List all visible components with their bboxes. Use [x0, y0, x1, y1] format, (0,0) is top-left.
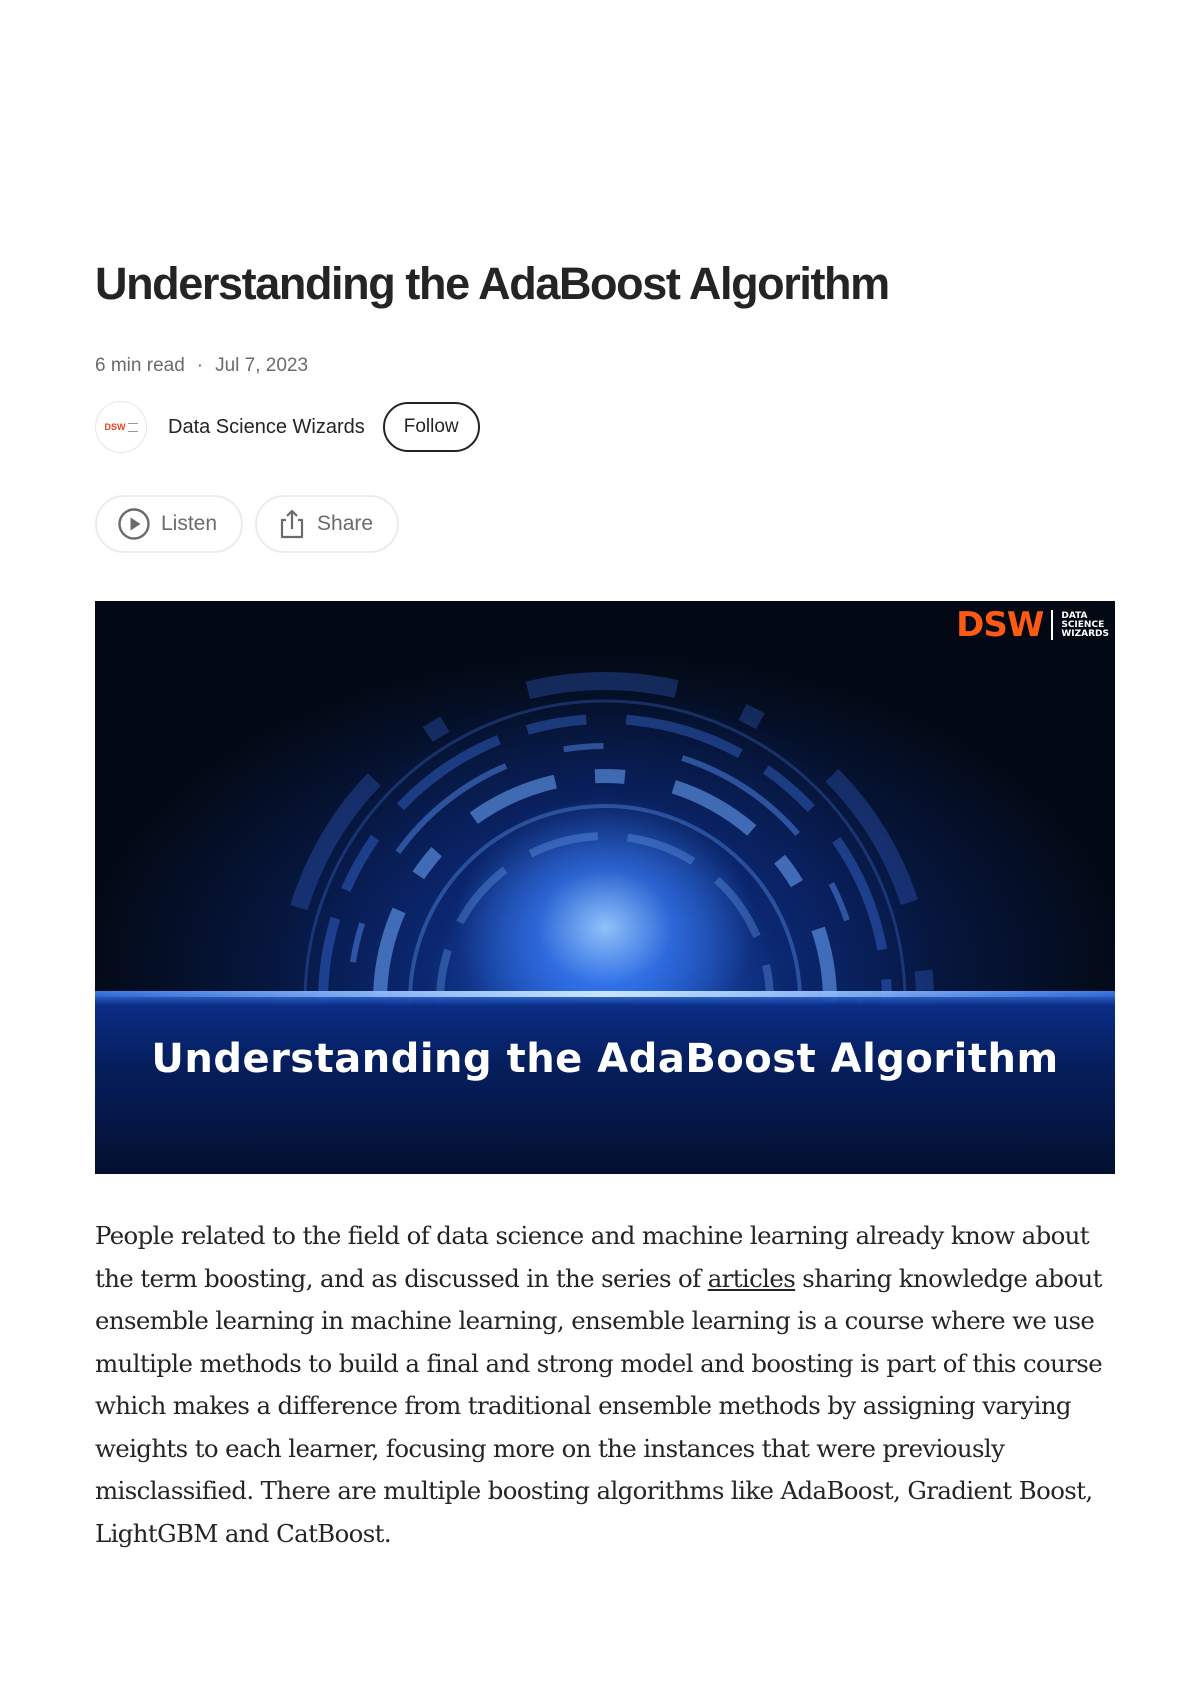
share-icon — [277, 508, 307, 540]
hero-logo-divider — [1051, 610, 1053, 640]
article-actions — [95, 495, 399, 553]
share-label: Share — [317, 512, 374, 535]
read-time: 6 min read — [95, 355, 185, 376]
listen-label: Listen — [161, 512, 218, 535]
articles-link[interactable]: articles — [707, 1263, 796, 1293]
meta-separator: · — [196, 355, 204, 376]
article-meta — [95, 355, 308, 377]
hero-image — [95, 601, 1115, 1174]
paragraph-text-end: sharing knowledge about ensemble learning in machine learning, ensemble learning is a course where we use multiple methods to build a final and strong model and boosting is part of this course which makes a difference from traditional ensemble methods by assigning varying weights to each learner, focusing more on the instances that were previously misclassified. There are multiple boosting algorithms like AdaBoost, Gradient Boost, LightGBM and CatBoost. — [95, 1263, 1103, 1548]
publish-date: Jul 7, 2023 — [215, 355, 309, 376]
paragraph-text-start: People related to the field of data science and machine learning already know about the term boosting, and as discussed in the series of — [95, 1221, 1089, 1293]
follow-button[interactable]: Follow — [383, 402, 480, 452]
avatar-logo-text: DSW — [104, 422, 126, 432]
author-avatar[interactable] — [95, 401, 147, 453]
hero-logo-line2: SCIENCE — [1061, 619, 1105, 630]
avatar-logo-lines — [128, 423, 138, 432]
article-title: Understanding the AdaBoost Algorithm — [95, 258, 889, 309]
article-paragraph — [95, 1215, 1120, 1555]
hero-floor-glow — [95, 991, 1115, 1174]
author-row — [95, 400, 480, 454]
hero-brand-logo — [956, 607, 1109, 643]
hero-caption: Understanding the AdaBoost Algorithm — [151, 1036, 1059, 1082]
listen-button[interactable] — [95, 495, 243, 553]
avatar-logo — [105, 422, 138, 432]
hero-logo-line3: WIZARDS — [1061, 628, 1109, 639]
play-circle-icon — [117, 507, 151, 541]
hero-logo-mark: DSW — [956, 605, 1044, 645]
share-button[interactable] — [255, 495, 399, 553]
hero-logo-line1: DATA — [1061, 610, 1088, 621]
author-name[interactable]: Data Science Wizards — [168, 415, 365, 438]
hero-logo-text — [1061, 612, 1109, 639]
